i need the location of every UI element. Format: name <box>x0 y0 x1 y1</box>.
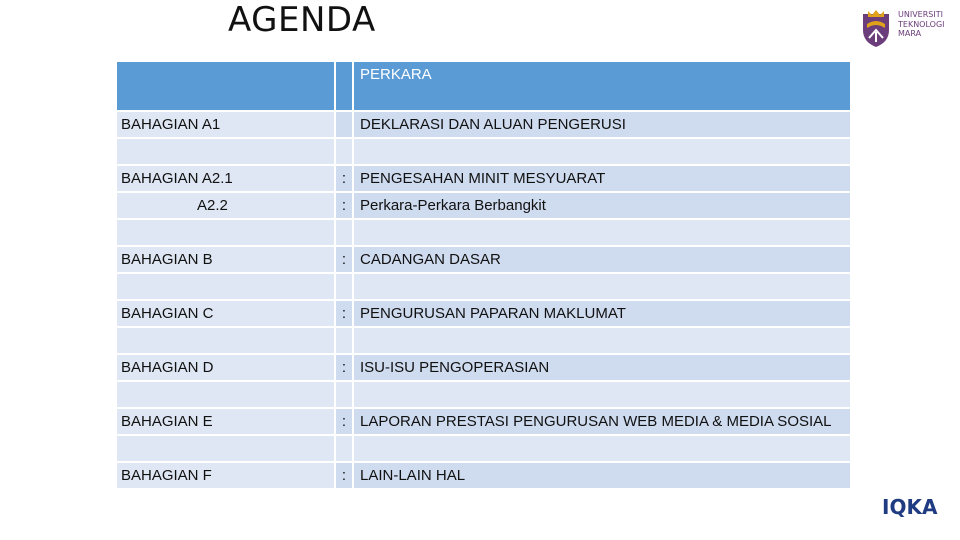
table-row <box>116 165 851 192</box>
row-separator: : <box>335 462 353 489</box>
row-separator: : <box>335 192 353 219</box>
table-row <box>116 192 851 219</box>
uitm-line3: MARA <box>898 29 922 38</box>
uitm-crest-icon <box>860 8 892 48</box>
header-cell-sep <box>335 61 353 111</box>
table-row <box>116 408 851 435</box>
header-cell-empty <box>116 61 335 111</box>
spacer-row <box>116 381 851 408</box>
page-title: AGENDA <box>228 0 376 40</box>
iqka-logo-text: IQKA <box>882 495 938 519</box>
row-label: BAHAGIAN C <box>116 300 335 327</box>
row-label: BAHAGIAN F <box>116 462 335 489</box>
row-label: BAHAGIAN B <box>116 246 335 273</box>
uitm-line1: UNIVERSITI <box>898 10 943 19</box>
row-separator: : <box>335 165 353 192</box>
table-row <box>116 354 851 381</box>
row-label: BAHAGIAN D <box>116 354 335 381</box>
row-separator: : <box>335 354 353 381</box>
row-item: DEKLARASI DAN ALUAN PENGERUSI <box>353 111 851 138</box>
table-row <box>116 246 851 273</box>
uitm-line2: TEKNOLOGI <box>898 19 945 29</box>
table-header-row <box>116 61 851 111</box>
spacer-row <box>116 435 851 462</box>
agenda-table <box>115 60 852 490</box>
table-row <box>116 111 851 138</box>
row-separator: : <box>335 246 353 273</box>
table-row <box>116 300 851 327</box>
uitm-logo-text <box>898 10 945 39</box>
row-item: PENGURUSAN PAPARAN MAKLUMAT <box>353 300 851 327</box>
row-item: Perkara-Perkara Berbangkit <box>353 192 851 219</box>
spacer-row <box>116 273 851 300</box>
row-label: BAHAGIAN A2.1 <box>116 165 335 192</box>
spacer-row <box>116 138 851 165</box>
row-label: BAHAGIAN A1 <box>116 111 335 138</box>
row-item: PENGESAHAN MINIT MESYUARAT <box>353 165 851 192</box>
row-separator: : <box>335 408 353 435</box>
row-item: CADANGAN DASAR <box>353 246 851 273</box>
uitm-logo <box>860 8 956 50</box>
spacer-row <box>116 219 851 246</box>
header-cell-perkara: PERKARA <box>353 61 851 111</box>
row-item: LAIN-LAIN HAL <box>353 462 851 489</box>
row-item: ISU-ISU PENGOPERASIAN <box>353 354 851 381</box>
iqka-logo <box>880 494 956 524</box>
row-label: A2.2 <box>116 192 335 219</box>
row-label: BAHAGIAN E <box>116 408 335 435</box>
row-separator <box>335 111 353 138</box>
table-row <box>116 462 851 489</box>
spacer-row <box>116 327 851 354</box>
row-separator: : <box>335 300 353 327</box>
row-item: LAPORAN PRESTASI PENGURUSAN WEB MEDIA & MEDIA SOSIAL <box>353 408 851 435</box>
